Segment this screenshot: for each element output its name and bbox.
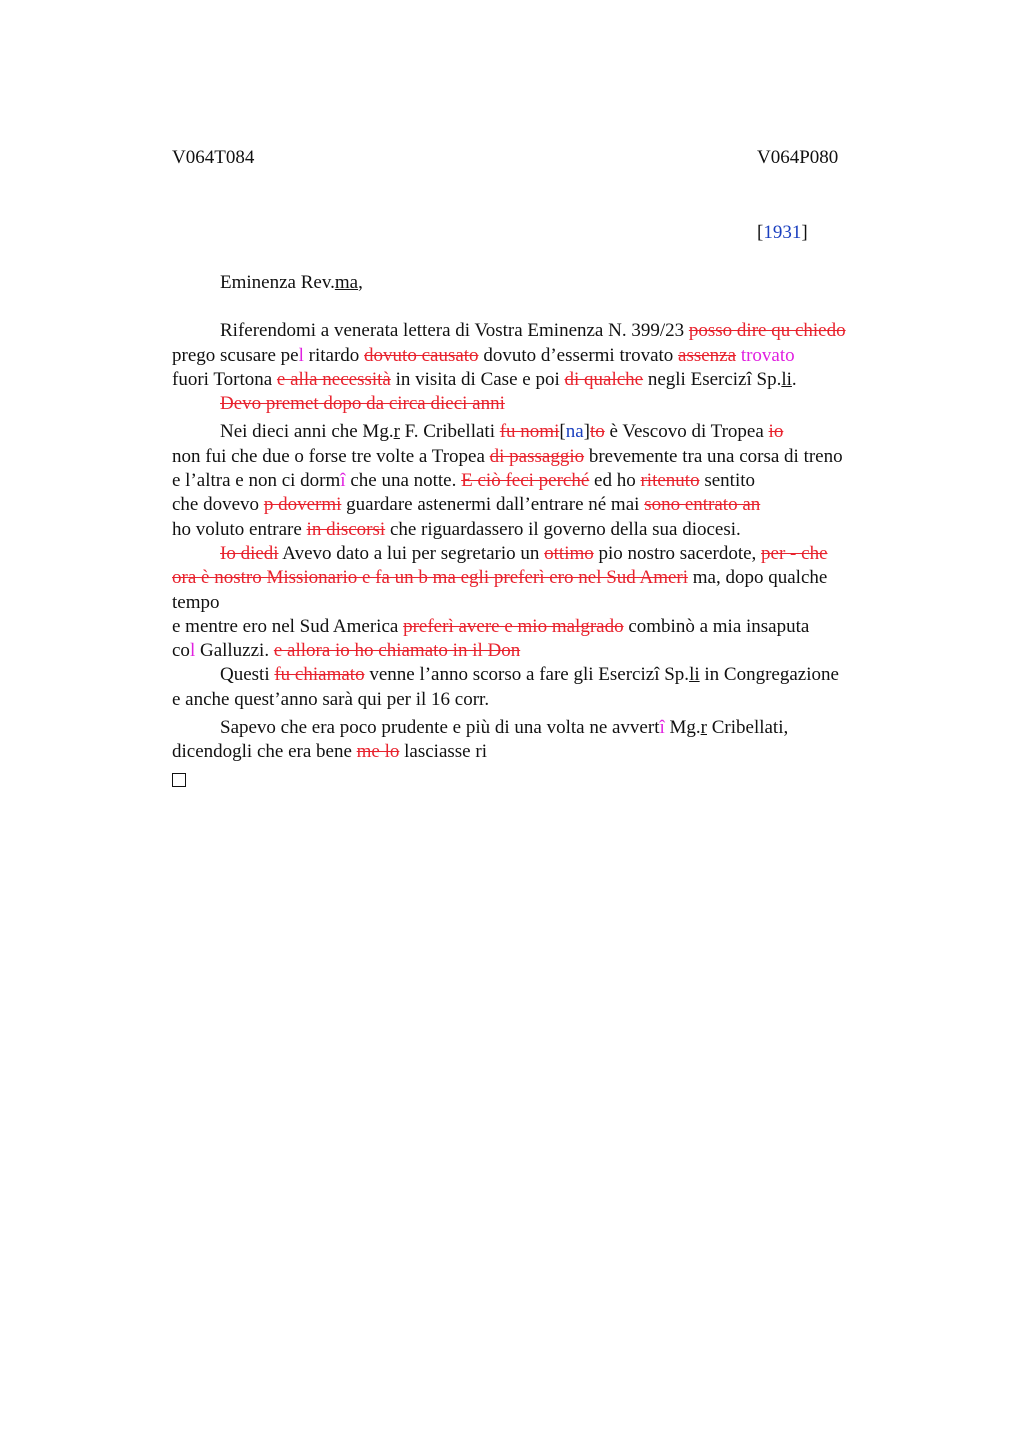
text-segment: Sapevo che era poco prudente e più di una volta ne avvert xyxy=(220,717,660,739)
text-segment: dovuto d’essermi trovato xyxy=(478,344,679,366)
letter-line xyxy=(220,716,912,740)
text-segment: Mg. xyxy=(664,717,701,739)
letter-line xyxy=(220,420,912,444)
text-segment: Avevo dato a lui per segretario un xyxy=(278,542,545,564)
text-segment: co xyxy=(172,640,190,662)
text-segment: ho voluto entrare xyxy=(172,518,307,540)
text-segment: Riferendomi a venerata lettera di Vostra Eminenza N. 399/23 xyxy=(220,320,689,342)
text-segment: non fui che due o forse tre volte a Tropea xyxy=(172,445,490,467)
salutation-sup: ma xyxy=(334,272,359,293)
text-segment: Sp. xyxy=(659,664,690,686)
salutation xyxy=(220,271,912,295)
deleted-text: assenza xyxy=(678,344,737,366)
letter-line xyxy=(172,688,912,712)
text-segment: ed ho xyxy=(589,470,641,492)
text-segment: e anche quest’anno sarà qui per il 16 corr. xyxy=(172,688,490,710)
added-text: trovato xyxy=(740,344,795,366)
deleted-text: in discorsi xyxy=(306,518,386,540)
deleted-text: ora è nostro Missionario e fa un b ma egli preferì ero nel Sud Ameri xyxy=(172,567,689,589)
text-segment: r xyxy=(393,421,400,443)
text-segment: è Vescovo di Tropea xyxy=(604,421,769,443)
text-segment: ritardo xyxy=(303,344,365,366)
text-segment: [ xyxy=(559,421,566,443)
text-segment: in Congregazione xyxy=(699,664,839,686)
salutation-text: Eminenza Rev. xyxy=(220,272,335,293)
deleted-text: io xyxy=(768,421,784,443)
deleted-text: fu nomi xyxy=(499,421,560,443)
letter-line xyxy=(172,566,912,590)
text-segment: lasciasse ri xyxy=(399,741,487,763)
text-segment: Questi xyxy=(220,664,275,686)
text-segment: che dovevo xyxy=(172,494,264,516)
text-segment: Sp. xyxy=(751,368,782,390)
letter-line xyxy=(172,615,912,639)
text-segment: sentito xyxy=(699,470,756,492)
letter-line xyxy=(172,344,912,368)
added-text: î xyxy=(340,470,346,492)
document-code-left: V064T084 xyxy=(172,147,255,168)
deleted-text: to xyxy=(589,421,605,443)
text-segment: pio nostro sacerdote, xyxy=(593,542,762,564)
deleted-text: ritenuto xyxy=(640,470,700,492)
letter-line xyxy=(220,319,912,343)
document-date: [1931] xyxy=(757,222,808,243)
deleted-text: E ciò feci perché xyxy=(461,470,590,492)
deleted-text: me lo xyxy=(356,741,400,763)
added-text: l xyxy=(189,640,196,662)
text-segment: e mentre ero nel Sud America xyxy=(172,615,404,637)
deleted-text: p dovermi xyxy=(263,494,342,516)
text-segment: fuori Tortona xyxy=(172,368,277,390)
deleted-text: preferì avere e mio malgrado xyxy=(403,615,624,637)
letter-line xyxy=(172,591,912,615)
document-code-right: V064P080 xyxy=(757,147,839,168)
text-segment: brevemente tra una corsa di treno xyxy=(584,445,843,467)
letter-line xyxy=(220,392,912,416)
end-marker-box xyxy=(172,773,186,787)
added-text: l xyxy=(298,344,304,366)
editor-insertion: na xyxy=(565,421,584,443)
letter-line xyxy=(172,469,912,493)
letter-line xyxy=(172,518,912,542)
text-segment: e l’altra e non ci dorm xyxy=(172,470,341,492)
text-segment: venne l’anno scorso a fare gli Esercizi xyxy=(364,664,660,686)
text-segment: negli Esercizi xyxy=(643,368,752,390)
text-segment: Cribellati, xyxy=(706,717,789,739)
text-segment: li xyxy=(689,664,700,686)
text-segment: che una notte. xyxy=(345,470,462,492)
text-segment: Nei dieci anni che Mg. xyxy=(220,421,394,443)
text-segment: r xyxy=(700,717,707,739)
letter-line xyxy=(172,740,912,764)
letter-line xyxy=(220,542,912,566)
deleted-text: di qualche xyxy=(564,368,644,390)
letter-line xyxy=(172,368,912,392)
text-segment: F. Cribellati xyxy=(399,421,500,443)
deleted-text: Devo premet dopo da circa dieci anni xyxy=(220,393,505,415)
letter-lines xyxy=(172,319,912,764)
text-segment: li xyxy=(781,368,792,390)
deleted-text: fu chiamato xyxy=(274,664,365,686)
text-segment: in visita di Case e poi xyxy=(390,368,565,390)
text-segment: combinò a mia insaputa xyxy=(623,615,810,637)
deleted-text: e alla necessità xyxy=(276,368,391,390)
deleted-text: di passaggio xyxy=(489,445,585,467)
deleted-text: dovuto causato xyxy=(364,344,479,366)
deleted-text: ottimo xyxy=(544,542,594,564)
text-segment: dicendogli che era bene xyxy=(172,741,357,763)
text-segment: tempo xyxy=(172,591,220,613)
letter-line xyxy=(220,663,912,687)
letter-line xyxy=(172,445,912,469)
salutation-tail: , xyxy=(358,272,363,293)
letter-body xyxy=(172,271,912,794)
date-value: 1931 xyxy=(763,222,802,243)
deleted-text: e allora io ho chiamato in il Don xyxy=(273,640,521,662)
text-segment: guardare astenermi dall’entrare né mai xyxy=(341,494,645,516)
deleted-text: per - che xyxy=(761,542,828,564)
letter-line xyxy=(172,639,912,663)
letter-line xyxy=(172,493,912,517)
text-segment: Galluzzi. xyxy=(195,640,274,662)
text-segment: . xyxy=(791,368,797,390)
text-segment: prego scusare pe xyxy=(172,344,299,366)
text-segment: ] xyxy=(583,421,590,443)
deleted-text: sono entrato an xyxy=(644,494,761,516)
text-segment: ma, dopo qualche xyxy=(688,567,828,589)
text-segment: che riguardassero il governo della sua diocesi. xyxy=(385,518,741,540)
deleted-text: Io diedi xyxy=(220,542,279,564)
deleted-text: posso dire qu chiedo xyxy=(688,320,846,342)
added-text: î xyxy=(659,717,665,739)
